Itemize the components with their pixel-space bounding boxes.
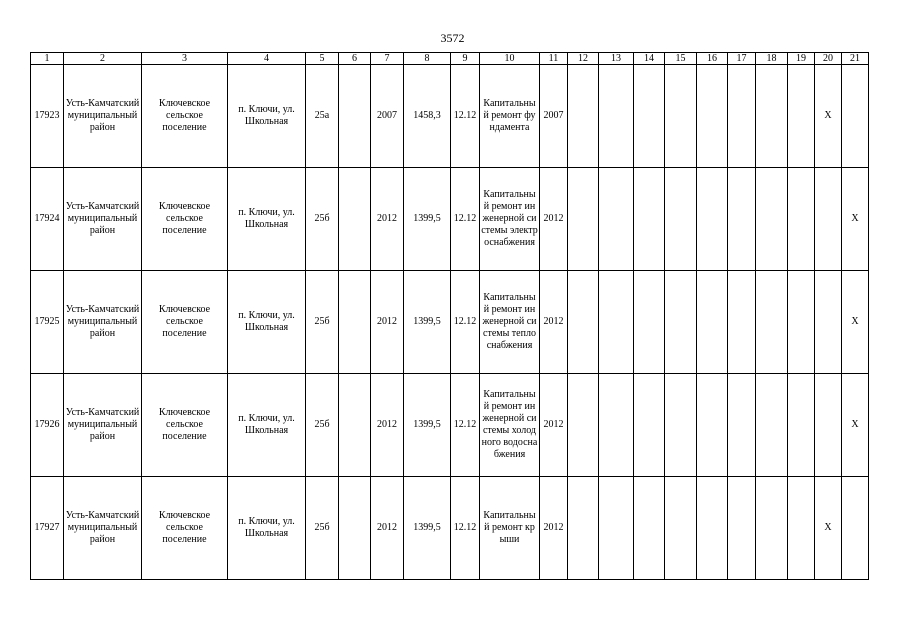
cell-empty xyxy=(788,65,815,168)
cell-empty xyxy=(568,168,599,271)
cell-address: п. Ключи, ул. Школьная xyxy=(228,168,306,271)
column-header: 17 xyxy=(728,53,756,65)
table-row xyxy=(31,65,869,168)
cell-empty xyxy=(568,271,599,374)
capital-repair-table xyxy=(30,52,869,580)
cell-empty xyxy=(697,477,728,580)
table-row xyxy=(31,477,869,580)
cell-year-built: 2012 xyxy=(371,477,404,580)
cell-empty xyxy=(697,65,728,168)
cell-area: 1458,3 xyxy=(404,65,451,168)
cell-empty xyxy=(634,374,665,477)
cell-empty xyxy=(634,168,665,271)
cell-municipality: Усть-Камчатский муниципальный район xyxy=(64,168,142,271)
cell-empty xyxy=(665,65,697,168)
column-header: 11 xyxy=(540,53,568,65)
cell-col20-mark xyxy=(815,374,842,477)
table-row xyxy=(31,374,869,477)
cell-empty xyxy=(599,271,634,374)
column-header: 5 xyxy=(306,53,339,65)
cell-empty xyxy=(665,374,697,477)
table-row xyxy=(31,271,869,374)
cell-col21-mark: X xyxy=(842,271,869,374)
cell-settlement: Ключевское сельское поселение xyxy=(142,374,228,477)
cell-empty xyxy=(756,374,788,477)
column-header: 12 xyxy=(568,53,599,65)
cell-address: п. Ключи, ул. Школьная xyxy=(228,374,306,477)
cell-empty xyxy=(599,65,634,168)
cell-col11: 2012 xyxy=(540,477,568,580)
cell-year-built: 2012 xyxy=(371,168,404,271)
cell-municipality: Усть-Камчатский муниципальный район xyxy=(64,374,142,477)
cell-empty xyxy=(728,271,756,374)
cell-year-built: 2012 xyxy=(371,271,404,374)
cell-empty xyxy=(665,477,697,580)
cell-col11: 2012 xyxy=(540,271,568,374)
cell-address: п. Ключи, ул. Школьная xyxy=(228,65,306,168)
cell-empty xyxy=(788,374,815,477)
cell-empty xyxy=(728,477,756,580)
column-header: 7 xyxy=(371,53,404,65)
cell-empty xyxy=(756,477,788,580)
cell-work-type: Капитальный ремонт инженерной системы холодного водоснабжения xyxy=(480,374,540,477)
cell-municipality: Усть-Камчатский муниципальный район xyxy=(64,65,142,168)
cell-empty xyxy=(634,271,665,374)
cell-empty xyxy=(788,168,815,271)
cell-empty xyxy=(788,271,815,374)
column-header: 8 xyxy=(404,53,451,65)
cell-work-type: Капитальный ремонт фундамента xyxy=(480,65,540,168)
column-header: 6 xyxy=(339,53,371,65)
cell-col9: 12.12 xyxy=(451,65,480,168)
column-header: 14 xyxy=(634,53,665,65)
cell-house: 25б xyxy=(306,168,339,271)
cell-empty xyxy=(697,374,728,477)
column-header: 4 xyxy=(228,53,306,65)
cell-year-built: 2012 xyxy=(371,374,404,477)
column-header: 10 xyxy=(480,53,540,65)
column-header: 16 xyxy=(697,53,728,65)
cell-empty xyxy=(697,271,728,374)
cell-empty xyxy=(756,168,788,271)
cell-empty xyxy=(665,271,697,374)
cell-col21-mark xyxy=(842,477,869,580)
cell-empty xyxy=(756,65,788,168)
cell-empty xyxy=(568,477,599,580)
cell-empty xyxy=(728,374,756,477)
cell-empty xyxy=(756,271,788,374)
page-number: 3572 xyxy=(440,31,465,45)
cell-settlement: Ключевское сельское поселение xyxy=(142,477,228,580)
column-header: 9 xyxy=(451,53,480,65)
cell-empty xyxy=(728,65,756,168)
cell-municipality: Усть-Камчатский муниципальный район xyxy=(64,477,142,580)
cell-work-type: Капитальный ремонт инженерной системы теплоснабжения xyxy=(480,271,540,374)
cell-address: п. Ключи, ул. Школьная xyxy=(228,271,306,374)
cell-empty xyxy=(634,477,665,580)
cell-empty xyxy=(728,168,756,271)
cell-col21-mark xyxy=(842,65,869,168)
cell-empty xyxy=(634,65,665,168)
table-row xyxy=(31,168,869,271)
cell-col20-mark xyxy=(815,168,842,271)
cell-col21-mark: X xyxy=(842,374,869,477)
cell-col9: 12.12 xyxy=(451,374,480,477)
cell-area: 1399,5 xyxy=(404,271,451,374)
column-header: 1 xyxy=(31,53,64,65)
cell-house: 25а xyxy=(306,65,339,168)
cell-col9: 12.12 xyxy=(451,271,480,374)
cell-col11: 2012 xyxy=(540,374,568,477)
cell-id: 17927 xyxy=(31,477,64,580)
cell-work-type: Капитальный ремонт инженерной системы электроснабжения xyxy=(480,168,540,271)
column-header: 20 xyxy=(815,53,842,65)
cell-work-type: Капитальный ремонт крыши xyxy=(480,477,540,580)
column-header: 21 xyxy=(842,53,869,65)
cell-id: 17925 xyxy=(31,271,64,374)
cell-municipality: Усть-Камчатский муниципальный район xyxy=(64,271,142,374)
cell-col11: 2007 xyxy=(540,65,568,168)
cell-empty xyxy=(599,477,634,580)
cell-empty xyxy=(568,65,599,168)
cell-area: 1399,5 xyxy=(404,168,451,271)
cell-col9: 12.12 xyxy=(451,477,480,580)
cell-empty xyxy=(665,168,697,271)
cell-settlement: Ключевское сельское поселение xyxy=(142,65,228,168)
cell-col20-mark xyxy=(815,271,842,374)
column-header: 19 xyxy=(788,53,815,65)
cell-area: 1399,5 xyxy=(404,374,451,477)
column-header: 13 xyxy=(599,53,634,65)
cell-col6 xyxy=(339,271,371,374)
cell-settlement: Ключевское сельское поселение xyxy=(142,168,228,271)
cell-col20-mark: X xyxy=(815,477,842,580)
cell-col20-mark: X xyxy=(815,65,842,168)
cell-area: 1399,5 xyxy=(404,477,451,580)
cell-col21-mark: X xyxy=(842,168,869,271)
cell-id: 17923 xyxy=(31,65,64,168)
cell-house: 25б xyxy=(306,271,339,374)
cell-empty xyxy=(568,374,599,477)
column-header: 18 xyxy=(756,53,788,65)
cell-settlement: Ключевское сельское поселение xyxy=(142,271,228,374)
cell-id: 17926 xyxy=(31,374,64,477)
column-header: 3 xyxy=(142,53,228,65)
cell-house: 25б xyxy=(306,374,339,477)
cell-address: п. Ключи, ул. Школьная xyxy=(228,477,306,580)
column-header: 2 xyxy=(64,53,142,65)
cell-col6 xyxy=(339,374,371,477)
column-header: 15 xyxy=(665,53,697,65)
cell-empty xyxy=(599,168,634,271)
cell-col6 xyxy=(339,477,371,580)
cell-empty xyxy=(599,374,634,477)
cell-year-built: 2007 xyxy=(371,65,404,168)
cell-col9: 12.12 xyxy=(451,168,480,271)
cell-empty xyxy=(788,477,815,580)
cell-col6 xyxy=(339,65,371,168)
header-row xyxy=(31,53,869,65)
cell-col11: 2012 xyxy=(540,168,568,271)
cell-empty xyxy=(697,168,728,271)
cell-id: 17924 xyxy=(31,168,64,271)
cell-col6 xyxy=(339,168,371,271)
cell-house: 25б xyxy=(306,477,339,580)
